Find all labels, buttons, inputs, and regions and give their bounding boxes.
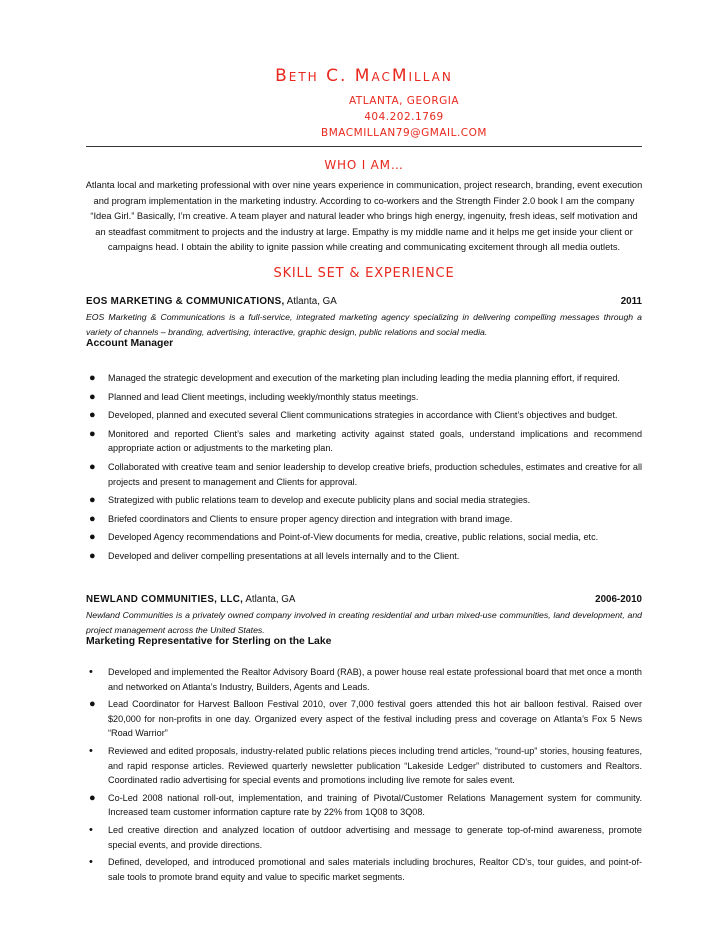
email: BMACMILLAN79@GMAIL.COM: [321, 127, 487, 139]
list-item: • Developed and implemented the Realtor Advisory Board (RAB), a power house real estate professional board that met once a month and networked on Atlanta’s Industry, Builders, Agents and Leads.: [89, 666, 642, 692]
bullet-icon: •: [89, 744, 93, 757]
list-item: • Defined, developed, and introduced promotional and sales materials including brochures, Realtor CD’s, tour guides, and point-of-sale tools to promote brand equity and value to specific market segments.: [89, 856, 642, 882]
eos-bullet-list: [86, 371, 642, 568]
newland-bullet-list: [86, 665, 642, 887]
phone: 404.202.1769: [364, 111, 444, 123]
company-location: Atlanta, GA: [286, 296, 337, 307]
list-item: ● Collaborated with creative team and senior leadership to develop creative briefs, production schedules, estimates and creative for all projects and present to management and Clients for approval.: [89, 460, 642, 487]
bullet-icon: ●: [89, 549, 96, 562]
job-title: Account Manager: [86, 338, 174, 349]
list-item: • Led creative direction and analyzed location of outdoor advertising and message to generate top-of-mind awareness, promote special events, and provide directions.: [89, 823, 642, 850]
list-item: ● Managed the strategic development and execution of the marketing plan including leading the media planning effort, if required.: [89, 372, 620, 384]
bullet-icon: ●: [89, 460, 96, 473]
company-description: EOS Marketing & Communications is a full-service, integrated marketing agency specializing in delivering compelling messages through a variety of channels – branding, advertising, interactive, graphic design, public relations and social media.: [86, 312, 642, 337]
bullet-icon: ●: [89, 494, 96, 507]
summary-text: Atlanta local and marketing professional with over nine years experience in communication, project research, branding, event execution and program implementation in the marketing industry. According to co-workers and the Strength Finder 2.0 book I am the company “Idea Girl.” Basically, I’m creative. A team player and natural leader who brings high energy, ingenuity, fresh ideas, self motivation and an steadfast commitment to projects and the industry at large. Empathy is my middle name and it helps me get inside your client or campaigns head. I obtain the ability to ignite passion while creating and communicating excitement through all media outlets.: [85, 180, 643, 253]
experience-heading: SKILL SET & EXPERIENCE: [273, 266, 455, 281]
company-name: NEWLAND COMMUNITIES, LLC,: [86, 594, 244, 605]
list-item: ● Lead Coordinator for Harvest Balloon Festival 2010, over 7,000 festival goers attended this hot air balloon festival. Raised over $20,000 for non-profits in one day. Organized every aspect of the festival including press and coverage on Atlanta’s Fox 5 News “Road Warrior”: [89, 698, 642, 739]
list-item: ● Co-Led 2008 national roll-out, implementation, and training of Pivotal/Customer Relations Management system for community. Increased team customer information capture rate by 22% from 1Q08 to 3Q08.: [89, 791, 642, 818]
bullet-icon: •: [89, 666, 93, 678]
company-name: EOS MARKETING & COMMUNICATIONS,: [86, 296, 285, 307]
bullet-icon: ●: [89, 409, 96, 422]
list-item: • Reviewed and edited proposals, industry-related public relations pieces including trend articles, “round-up” stories, housing features, and rapid response articles. Reviewed quarterly newsletter publication “Lakeside Ledger” distributed to customers and Realtors. Coordinated radio advertising for special events and promotions including live remote for sales event.: [89, 744, 642, 786]
bullet-icon: •: [89, 856, 93, 869]
list-item: ● Briefed coordinators and Clients to ensure proper agency direction and integration with brand image.: [89, 512, 513, 525]
list-item: ● Developed Agency recommendations and Point-of-View documents for media, creative, public relations, social media, etc.: [89, 531, 599, 544]
job-years: 2011: [620, 296, 642, 307]
job-header-newland: [86, 594, 642, 605]
job-years: 2006-2010: [595, 594, 642, 605]
summary-heading: WHO I AM…: [324, 158, 404, 172]
bullet-icon: ●: [89, 698, 96, 711]
job-title: Marketing Representative for Sterling on the Lake: [86, 636, 332, 647]
list-item: ● Developed and deliver compelling presentations at all levels internally and to the Client.: [89, 549, 460, 562]
location: ATLANTA, GEORGIA: [348, 95, 460, 107]
list-item: ● Developed, planned and executed several Client communications strategies in accordance with Client’s objectives and budget.: [89, 409, 618, 422]
list-item: ● Planned and lead Client meetings, including weekly/monthly status meetings.: [89, 390, 419, 403]
company-location: Atlanta, GA: [245, 594, 296, 605]
bullet-icon: •: [89, 823, 93, 836]
company-description: Newland Communities is a privately owned company involved in creating residential and urban mixed-use communities, land development, and project management across the United States.: [86, 610, 642, 635]
list-item: ● Monitored and reported Client’s sales and marketing activity against stated goals, understand implications and recommend appropriate action or adjustments to the marketing plan.: [89, 427, 642, 454]
candidate-name: Beth C. MacMillan: [275, 66, 453, 86]
bullet-icon: ●: [89, 372, 96, 384]
bullet-icon: ●: [89, 512, 96, 525]
bullet-icon: ●: [89, 531, 96, 544]
bullet-icon: ●: [89, 390, 96, 403]
list-item: ● Strategized with public relations team to develop and execute publicity plans and social media strategies.: [89, 494, 531, 507]
bullet-icon: ●: [89, 791, 96, 804]
bullet-icon: ●: [89, 427, 96, 440]
header-divider: [86, 146, 642, 147]
job-header-eos: [86, 296, 642, 307]
